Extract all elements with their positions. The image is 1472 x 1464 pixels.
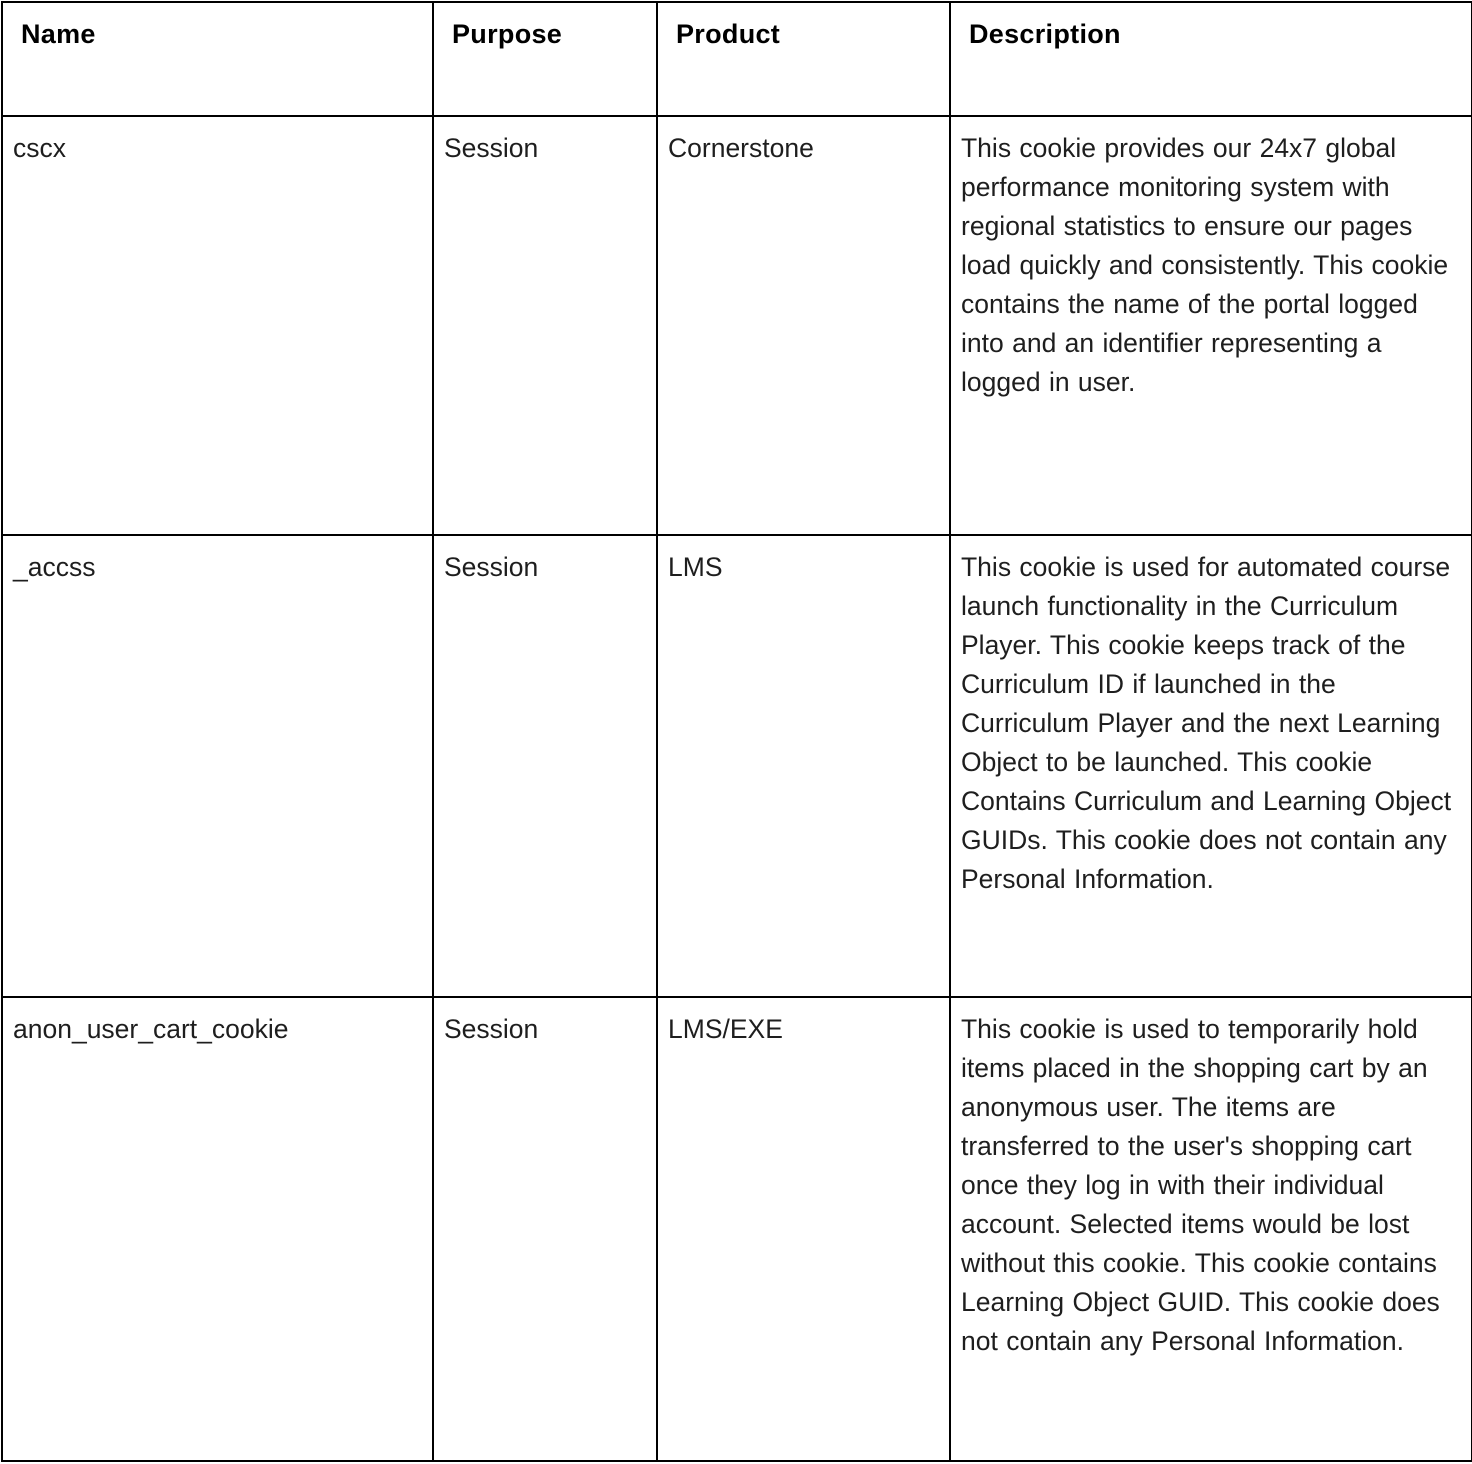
table-row	[2, 535, 1472, 997]
cell-purpose: Session	[433, 116, 657, 535]
cell-product: LMS	[657, 535, 950, 997]
cell-description: This cookie provides our 24x7 global performance monitoring system with regional statistics to ensure our pages load quickly and consistently. This cookie contains the name of the portal logged into and an identifier representing a logged in user.	[950, 116, 1472, 535]
header-purpose: Purpose	[433, 2, 657, 116]
cell-name: anon_user_cart_cookie	[2, 997, 433, 1461]
table-row	[2, 997, 1472, 1461]
cell-description: This cookie is used to temporarily hold items placed in the shopping cart by an anonymous user. The items are transferred to the user's shopping cart once they log in with their individual account. Selected items would be lost without this cookie. This cookie contains Learning Object GUID. This cookie does not contain any Personal Information.	[950, 997, 1472, 1461]
cell-product: Cornerstone	[657, 116, 950, 535]
cell-purpose: Session	[433, 997, 657, 1461]
table-row	[2, 116, 1472, 535]
cookie-table	[1, 1, 1472, 1462]
header-name: Name	[2, 2, 433, 116]
cell-product: LMS/EXE	[657, 997, 950, 1461]
cell-name: cscx	[2, 116, 433, 535]
header-description: Description	[950, 2, 1472, 116]
table-header-row	[2, 2, 1472, 116]
cell-purpose: Session	[433, 535, 657, 997]
header-product: Product	[657, 2, 950, 116]
cell-description: This cookie is used for automated course launch functionality in the Curriculum Player. This cookie keeps track of the Curriculum ID if launched in the Curriculum Player and the next Learning Object to be launched. This cookie Contains Curriculum and Learning Object GUIDs. This cookie does not contain any Personal Information.	[950, 535, 1472, 997]
cell-name: _accss	[2, 535, 433, 997]
